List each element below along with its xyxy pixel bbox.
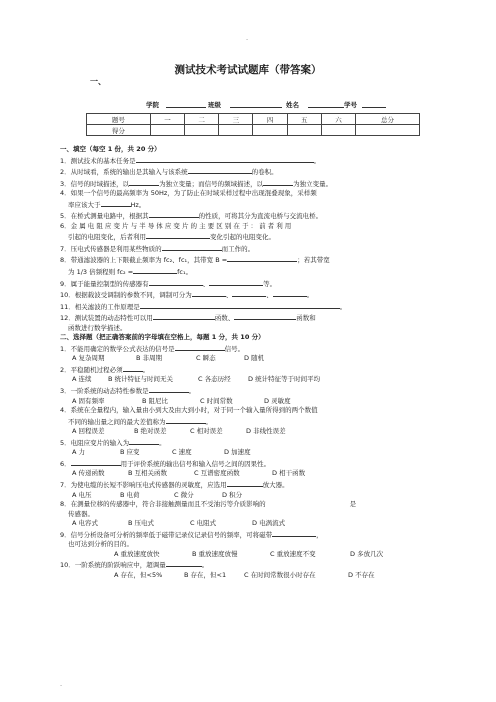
choice-option[interactable]: B 存在，但<1 — [184, 570, 227, 579]
choice-option[interactable]: C 瞬态 — [196, 354, 216, 363]
part-label: 一、 — [90, 77, 106, 86]
question-text: 引起的电阻变化，后者利用 — [68, 233, 146, 242]
choice-options-4 — [60, 427, 440, 437]
choice-options-6 — [60, 469, 440, 479]
question-text: 5．在桥式测量电路中，根据其 — [60, 212, 149, 221]
question-text: 信号。 — [224, 344, 245, 353]
question-text: 7．为使电缆的长短不影响压电式传感器的灵敏度，应选用 — [60, 480, 227, 489]
choice-option[interactable]: C 微分 — [174, 490, 194, 499]
answer-blank[interactable] — [232, 289, 266, 297]
question-text: 不同的输出量之间的最大差值称为 — [68, 417, 166, 426]
choice-question-3 — [60, 385, 440, 397]
question-text: 4．如果一个信号的最高频率为 50Hz，为了防止在时域采样过程中出现混叠现象，采样频 — [60, 189, 317, 198]
answer-blank[interactable] — [71, 458, 121, 466]
fill-question-2 — [60, 166, 440, 178]
question-text: ， — [316, 530, 323, 539]
choice-option[interactable]: A 力 — [72, 448, 86, 457]
choice-option[interactable]: D 积分 — [222, 490, 243, 499]
choice-option[interactable]: A 电容式 — [72, 519, 99, 528]
score-cell-q1: 一 — [150, 114, 184, 125]
question-text: 11．相关滤波的工作原理是 — [60, 302, 140, 311]
choice-option[interactable]: D 多放几次 — [350, 549, 384, 558]
class-blank — [230, 107, 282, 108]
answer-blank[interactable] — [166, 416, 206, 424]
question-text: 8．在测量位移的传感器中，符合非接触测量而且不受油污等介质影响的 — [60, 500, 266, 509]
student-no-label: 学号 — [344, 101, 357, 109]
section2-heading: 二、选择题（把正确答案前的字母填在空格上，每题 1 分，共 10 分） — [60, 333, 265, 342]
choice-option[interactable]: A 传递函数 — [72, 469, 105, 478]
fill-question-1 — [60, 155, 440, 167]
choice-question-6 — [60, 458, 440, 470]
choice-option[interactable]: D 非线性误差 — [246, 427, 286, 436]
question-text: 。 — [313, 156, 321, 165]
score-input-cell[interactable] — [356, 125, 420, 136]
question-text: 6．金 属 电 阻 应 变 片 与 半 导 体 应 变 片 的 主 要 区 别 在 于 ： 前 者 利 用 — [60, 221, 292, 230]
score-cell-q5: 五 — [287, 114, 321, 125]
choice-question-1 — [60, 343, 440, 355]
answer-blank[interactable] — [166, 559, 202, 567]
choice-options-3 — [60, 397, 440, 407]
score-table-header-row — [87, 114, 420, 125]
fill-question-8 — [60, 254, 440, 266]
question-text: 7．压电式传感器是利用某些物质的 — [60, 244, 162, 253]
choice-question-10 — [60, 559, 440, 571]
choice-option[interactable]: A 重放速度放快 — [114, 549, 160, 558]
answer-blank[interactable] — [133, 266, 177, 274]
choice-option[interactable]: C 相对误差 — [190, 427, 223, 436]
choice-options-8 — [60, 519, 440, 529]
choice-option[interactable]: A 电压 — [72, 490, 92, 499]
choice-option[interactable]: B 应变 — [120, 448, 140, 457]
choice-option[interactable]: C 电阻式 — [190, 519, 217, 528]
question-text: 为独立变量；而信号的频域描述，以 — [159, 179, 264, 188]
score-input-cell[interactable] — [150, 125, 184, 136]
answer-blank[interactable] — [149, 385, 189, 393]
score-input-cell[interactable] — [321, 125, 355, 136]
answer-blank[interactable] — [146, 231, 210, 239]
choice-option[interactable]: B 阻尼比 — [142, 396, 169, 405]
choice-option[interactable]: B 非周期 — [136, 354, 163, 363]
choice-option[interactable]: C 各态历经 — [198, 375, 231, 384]
score-row-label: 得分 — [87, 125, 151, 136]
score-cell-q4: 四 — [253, 114, 287, 125]
question-text: 5．电阻应变片的输入为 — [60, 438, 130, 447]
answer-blank[interactable] — [149, 278, 203, 286]
choice-options-2 — [60, 375, 440, 385]
score-cell-total: 总分 — [356, 114, 420, 125]
question-text: 1．不能用确定的数学公式表达的信号是 — [60, 344, 175, 353]
question-text: 是 — [349, 500, 357, 509]
question-text: 函数和 — [296, 314, 316, 323]
answer-blank[interactable] — [272, 529, 316, 537]
choice-option[interactable]: B 绝对误差 — [134, 427, 167, 436]
answer-blank[interactable] — [175, 343, 225, 351]
question-text: 10．根据载波受调制的参数不同，调制可分为 — [60, 291, 192, 300]
fill-question-12 — [60, 312, 440, 324]
score-cell-label: 题号 — [87, 114, 151, 125]
question-text: 9．属于能量控制型的传感器有 — [60, 279, 149, 288]
student-no-blank — [362, 107, 386, 108]
answer-blank[interactable] — [153, 312, 215, 320]
fill-question-4-cont — [60, 199, 440, 211]
answer-blank[interactable] — [192, 289, 226, 297]
question-text: 用于评价系统的输出信号和输入信号之间的因果性。 — [120, 459, 271, 468]
question-text: 也可达到分析的目的。 — [68, 540, 133, 549]
question-text: 。 — [205, 417, 212, 426]
choice-option[interactable]: D 灵敏度 — [264, 396, 291, 405]
question-text: 、 — [266, 291, 273, 300]
score-input-cell[interactable] — [253, 125, 287, 136]
choice-option[interactable]: C 重放速度不变 — [270, 549, 316, 558]
fill-question-11 — [60, 301, 440, 313]
choice-option[interactable]: B 重放速度放慢 — [192, 549, 238, 558]
answer-blank[interactable] — [227, 254, 297, 262]
question-text: 、 — [202, 279, 210, 288]
choice-question-4 — [60, 406, 440, 416]
answer-blank[interactable] — [273, 289, 307, 297]
page-title: 测试技术考试试题库（带答案） — [174, 64, 322, 76]
answer-blank[interactable] — [101, 199, 131, 207]
choice-question-9 — [60, 529, 440, 541]
choice-question-4-cont — [60, 416, 440, 428]
choice-question-7 — [60, 479, 440, 491]
answer-blank[interactable] — [136, 155, 314, 163]
question-text: 率应该大于 — [68, 200, 101, 209]
choice-option[interactable]: A 存在，但<5% — [114, 570, 163, 579]
answer-blank[interactable] — [129, 178, 159, 186]
choice-option[interactable]: A 回程误差 — [72, 427, 105, 436]
class-label: 班级 — [208, 101, 221, 109]
question-text: 。 — [159, 438, 166, 447]
choice-option[interactable]: C 时间常数 — [200, 396, 233, 405]
question-text: 放大器。 — [262, 480, 289, 489]
choice-question-5 — [60, 437, 440, 449]
answer-blank[interactable] — [188, 166, 252, 174]
answer-blank[interactable] — [129, 437, 159, 445]
choice-option[interactable]: C 在时间常数很小时存在 — [244, 570, 316, 579]
question-text: 变化引起的电阻变化。 — [210, 233, 275, 242]
score-table — [86, 113, 420, 136]
fill-question-9 — [60, 278, 440, 290]
answer-blank[interactable] — [162, 243, 222, 251]
question-text: Hz。 — [130, 200, 146, 209]
question-text: 等。 — [263, 279, 277, 288]
choice-option[interactable]: A 复杂周期 — [72, 354, 105, 363]
choice-question-9-cont — [60, 540, 440, 550]
question-text: 。 — [201, 561, 209, 570]
choice-question-2 — [60, 364, 440, 376]
question-text: 6． — [60, 459, 71, 468]
question-text: 2．从时域看，系统的输出是其输入与该系统 — [60, 168, 188, 177]
fill-question-7 — [60, 243, 440, 255]
question-text: 的性质，可将其分为直流电桥与交流电桥。 — [198, 212, 323, 221]
fill-question-6 — [60, 222, 440, 232]
answer-blank[interactable] — [149, 210, 199, 218]
question-text: 3．一阶系统的动态特性参数是 — [60, 387, 149, 396]
choice-option[interactable]: C 互谱密度函数 — [194, 469, 240, 478]
choice-option[interactable]: D 不存在 — [348, 570, 375, 579]
question-text: 为独立变量。 — [293, 179, 333, 188]
score-input-cell[interactable] — [219, 125, 253, 136]
answer-blank[interactable] — [234, 312, 296, 320]
question-text: 。 — [188, 387, 196, 396]
name-blank — [308, 107, 344, 108]
question-text: 12．测试装置的动态特性可以用 — [60, 314, 153, 323]
choice-option[interactable]: D 随机 — [244, 354, 265, 363]
question-text: 。 — [306, 291, 314, 300]
question-text: 10．一阶系统的阶跃响应中，超调量 — [60, 561, 166, 570]
fill-question-4 — [60, 189, 440, 199]
question-text: 1．测试技术的基本任务是 — [60, 156, 136, 165]
question-text: 函数进行数学描述。 — [68, 323, 127, 332]
choice-question-8-cont — [60, 510, 440, 520]
question-text: 为 1/3 倍频程则 fc₂ = — [68, 268, 134, 277]
answer-blank[interactable] — [209, 278, 263, 286]
score-cell-q2: 二 — [185, 114, 219, 125]
section1-heading: 一、填空（每空 1 份，共 20 分） — [60, 145, 161, 153]
answer-blank[interactable] — [227, 479, 263, 487]
score-input-cell[interactable] — [185, 125, 219, 136]
footer-dot: - — [60, 682, 63, 689]
question-text: 。 — [339, 302, 347, 311]
choice-options-1 — [60, 354, 440, 364]
fill-question-12-cont — [60, 324, 440, 334]
choice-options-7 — [60, 491, 440, 501]
choice-question-8 — [60, 500, 440, 510]
choice-option[interactable]: D 相干函数 — [272, 469, 306, 478]
choice-option[interactable]: D 加速度 — [224, 448, 251, 457]
score-cell-q6: 六 — [321, 114, 355, 125]
choice-options-5 — [60, 448, 440, 458]
answer-blank[interactable] — [263, 178, 293, 186]
choice-option[interactable]: A 固有频率 — [72, 396, 105, 405]
question-text: 3．信号的时域描述，以 — [60, 179, 130, 188]
choice-option[interactable]: B 互相关函数 — [128, 469, 168, 478]
fill-question-10 — [60, 289, 440, 301]
question-text: ；若其带宽 — [297, 256, 330, 265]
choice-option[interactable]: B 压电式 — [128, 519, 155, 528]
choice-option[interactable]: B 电荷 — [120, 490, 140, 499]
question-text: fc₁。 — [177, 268, 193, 277]
choice-option[interactable]: D 统计特征等于时间平均 — [248, 375, 321, 384]
question-text: 的卷积。 — [251, 168, 278, 177]
question-text: 。 — [142, 365, 150, 374]
fill-question-5 — [60, 210, 440, 222]
score-table-score-row — [87, 125, 420, 136]
question-text: 8．带通滤波器的上下限截止频率为 fc₂、fc₁，其带宽 B = — [60, 256, 228, 265]
question-text: 4．系统在全量程内，输入量由小到大及由大到小时，对于同一个输入量所得到的两个数值 — [60, 406, 318, 415]
name-label: 姓名 — [286, 101, 299, 109]
score-input-cell[interactable] — [287, 125, 321, 136]
question-text: 、 — [225, 291, 233, 300]
choice-options-9 — [60, 550, 440, 560]
answer-blank[interactable] — [123, 364, 143, 372]
question-text: 传感器。 — [68, 509, 94, 518]
answer-blank[interactable] — [140, 301, 340, 309]
choice-option[interactable]: A 连续 — [72, 375, 92, 384]
question-text: 而工作的。 — [221, 244, 255, 253]
question-text: 9．信号分析设备可分析的频率低于磁带记录仪记录信号的频率，可将磁带 — [60, 530, 273, 539]
school-label: 学院 — [146, 101, 159, 109]
choice-option[interactable]: B 统计特征与时间无关 — [108, 375, 174, 384]
question-text: 2．平稳随机过程必须 — [60, 365, 123, 374]
choice-option[interactable]: D 电涡流式 — [252, 519, 286, 528]
question-text: 函数、 — [214, 314, 235, 323]
choice-option[interactable]: C 速度 — [172, 448, 192, 457]
choice-options-10 — [60, 571, 440, 581]
exam-content — [60, 145, 440, 580]
header-dot: - — [246, 36, 249, 43]
fill-question-8-cont — [60, 266, 440, 278]
fill-question-6-cont — [60, 231, 440, 243]
fill-question-3 — [60, 178, 440, 190]
school-blank — [166, 107, 206, 108]
score-cell-q3: 三 — [219, 114, 253, 125]
